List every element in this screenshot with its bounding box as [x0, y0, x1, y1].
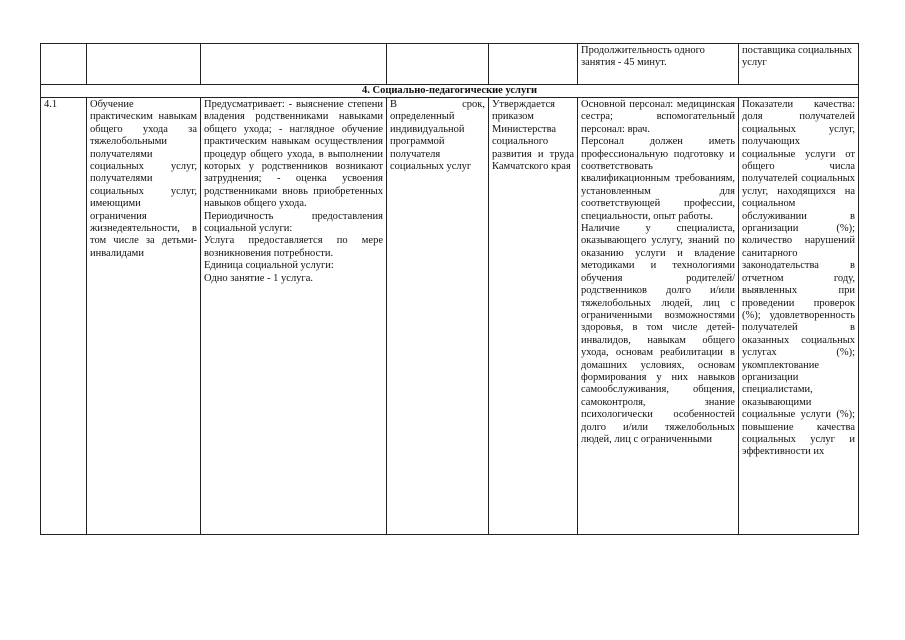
- cell-name-empty: [87, 44, 201, 85]
- service-content: Предусматривает: - выяснение степени владения родственниками навыками общего ухода; - наглядное обучение практическим навыкам осуществления процедур общего ухода, в выполнении которых у родственников возникают затруднения; - оценка усвоения родственниками вновь приобретенных навыков общего ухода.: [204, 99, 383, 210]
- conditions-qualification: Персонал должен иметь профессиональную подготовку и соответствовать квалификационным требованиям, установленным для соответствующей профессии, специальности, опыт работы.: [581, 136, 735, 222]
- row-number: 4.1: [44, 99, 58, 110]
- cell-content-empty: [201, 44, 387, 85]
- cell-indicators: [739, 98, 859, 535]
- cell-row-number: [41, 98, 87, 535]
- provider-text: поставщика социальных услуг: [742, 45, 852, 69]
- cell-provider: [739, 44, 859, 85]
- service-name: Обучение практическим навыкам общего ухода за тяжелобольными получателями социальных услуг, получателями социальных услуг, имеющими ограничения жизнедеятельности, в том числе за детьми-инвалидами: [90, 99, 197, 259]
- cell-term-empty: [387, 44, 489, 85]
- unit-title: Единица социальной услуги:: [204, 260, 334, 272]
- cell-service-content: [201, 98, 387, 535]
- service-tariff: Утверждается приказом Министерства социального развития и труда Камчатского края: [492, 99, 574, 173]
- service-term: В срок, определенный индивидуальной программой получателя социальных услуг: [390, 99, 485, 173]
- quality-indicators: Показатели качества: доля получателей социальных услуг, получающих социальные услуги от общего числа получателей социальных услуг, находящихся на социальном обслуживании в организации (%); количество нарушений санитарного законодательства в отчетном году, выявленных при проведении проверок (%); удовлетворенность получателей в оказанных социальных услугах (%); укомплектование организации специалистами, оказывающими социальные услуги (%); повышение качества социальных услуг и эффективности их: [742, 99, 855, 458]
- cell-conditions: [578, 98, 739, 535]
- duration-text: Продолжительность одного занятия - 45 минут.: [581, 45, 705, 69]
- periodicity-text: Услуга предоставляется по мере возникновения потребности.: [204, 235, 383, 259]
- conditions-skills: Наличие у специалиста, оказывающего услугу, знаний по оказанию услуги и владение методиками и технологиями обучения родителей/родственников долго и/или тяжелобольных людей, лиц с ограниченными возможностями здоровья, в том числе детей-инвалидов, навыкам общего ухода, основам реабилитации в домашних условиях, основам формирования у них навыков самообслуживания, общения, самоконтроля, знание психологически особенностей долго и/или тяжелобольных людей, лиц с ограниченными: [581, 223, 735, 445]
- unit-text: Одно занятие - 1 услуга.: [204, 272, 314, 284]
- section-title: 4. Социально-педагогические услуги: [41, 85, 859, 98]
- section-header-row: [41, 85, 859, 98]
- services-table: [40, 43, 859, 535]
- table-row: [41, 98, 859, 535]
- cell-duration: [578, 44, 739, 85]
- periodicity-title: Периодичность предоставления социальной услуги:: [204, 210, 383, 235]
- cell-number-empty: [41, 44, 87, 85]
- cell-term: [387, 98, 489, 535]
- conditions-staff: Основной персонал: медицинская сестра; вспомогательный персонал: врач.: [581, 99, 735, 135]
- table-row-continued: [41, 44, 859, 85]
- cell-tariff-empty: [489, 44, 578, 85]
- cell-tariff: [489, 98, 578, 535]
- cell-service-name: [87, 98, 201, 535]
